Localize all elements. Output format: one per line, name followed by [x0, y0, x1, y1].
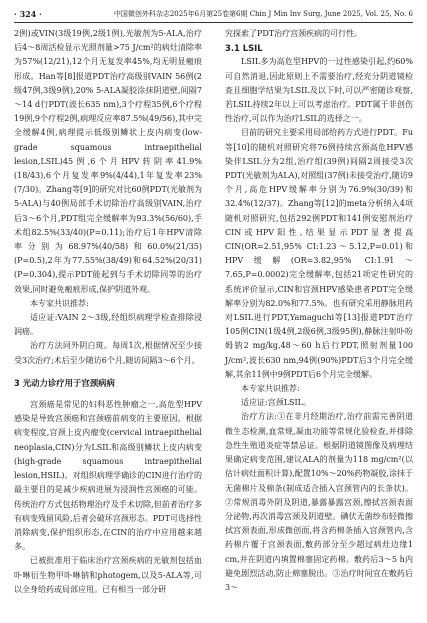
paragraph: 究探索了PDT治疗宫颈疾病的可行性。 [225, 29, 363, 38]
left-column [14, 27, 202, 597]
paragraph: 目前的研究主要采用局部给药方式进行PDT。Fu等[10]的随机对照研究将76例持续宫颈高危HPV感染伴LSIL分为2组,治疗组(39例)间隔2周接受3次PDT(光敏剂为ALA),对照组(37例)未接受治疗,随访9个月,高危HPV缓解率分别为76.9%(30/39)和32.4%(12/37)。Zhang等[12]的meta分析纳入4项随机对照研究,包括292例PDT和141例安慰剂治疗CIN或HPV阳性,结果显示PDT显著提高CIN(OR=2.51,95% CI:1.23～5.12,P=0.01)和HPV缓解(OR=3.82,95% CI:1.91～7.65,P=0.0002)完全缓解率,包括21项定性研究的系统评价显示,CIN和宫颈HPV感染患者PDT完全缓解率分别为82.0%和77.5%。也有研究采用静脉用药对LSIL进行PDT,Yamaguchi等[13]报道PDT治疗105例CIN(1级4例,2级6例,3级95例),静脉注射卟吩姆钠2 mg/kg,48～60 h后行PDT,照射剂量100 J/cm²,波长630 nm,94例(90%)PDT后3个月完全缓解,其余11例中9例PDT后6个月完全缓解。 [225, 128, 413, 379]
paragraph: 适应证:宫颈LSIL。 [241, 398, 311, 408]
page-number: · 324 · [14, 9, 42, 19]
paragraph: 治疗方法同外阴白斑。每周1次,根据情况至少接受3次治疗;术后至少随访6个月,随访间隔3～6个月。 [14, 341, 202, 365]
section-heading: 3 光动力诊疗用于宫颈病病 [14, 377, 115, 388]
running-header [14, 8, 413, 20]
journal-citation: 中国微创外科杂志2025年6月第25卷第6期 Chin J Min Inv Surg, June 2025, Vol. 25, No. 6 [113, 10, 413, 18]
paragraph: 治疗方法:①在非月经期治疗,治疗前需完善阴道微生态检测,血常规,凝血功能等常规化验检查,并排除急性生殖道炎症等禁忌证。根据阴道镜图像及病理结果确定病变范围,建议ALA的剂量为118 mg/cm²(以估计病灶面积计算),配置10%～20%药物凝胶,涂抹于无菌棉片及棉条(制成适合插入宫颈管内的长条状)。②常规消毒外阴及阴道,暴露暴露宫颈,擦拭宫颈表面分泌物,再次消毒宫颈及阴道壁。碘伏无菌纱布轻微擦拭宫颈表面,形成微创面,将含药棉条插入宫颈管内,含药棉片覆于宫颈表面,敷药部分至少超过病灶边缘1 cm,并在阴道内填置棉塞固定药棉。敷药后3～5 h内避免剧烈活动,防止棉塞脱出。③治疗时间宜在敷药后3～ [225, 412, 413, 592]
right-column [225, 27, 413, 595]
paragraph: 适应证:VAIN 2～3级,经组织病理学检查排除浸润癌。 [14, 313, 202, 337]
recommendation-heading: 本专家共识推荐: [241, 384, 300, 394]
header-rule [14, 22, 413, 23]
paragraph: 2例)或VIN(3级19例,2级1例),光敏剂为5-ALA,治疗后4～8周活检显示光照剂量>75 J/cm²的病灶清除率为57%(12/21),12个月无复发率45%,均无明显瘢痕形成。Han等[8]报道PDT治疗高级别VAIN 56例(2级47例,3级9例),20% 5-ALA凝胶涂抹阴道壁,间隔7～14 d行PDT(波长635 nm),3个疗程35例,6个疗程19例,9个疗程2例,病理反应率87.5%(49/56),其中完全缓解4例,病理提示低级别鳞状上皮内病变(low-grade squamous intraepithelial lesion,LSIL)45例,6个月HPV转阴率41.9%(18/43),6个月复发率9%(4/44),1年复发率23%(7/30)。Zhang等[9]的研究对比60例PDT(光敏剂为5-ALA)与40例局部手术切除治疗高级别VAIN,治疗后3～6个月,PDT组完全缓解率为93.3%(56/60),手术组82.5%(33/40)(P=0.11);治疗后1年HPV清除率分别为68.97%(40/58)和60.0%(21/35)(P=0.5),2年为77.55%(38/49)和64.52%(20/31)(P=0.304),提示PDT能起到与手术切除同等的治疗效果,同时避免瘢痕形成,保护阴道外观。 [14, 29, 202, 294]
subsection-heading: 3.1 LSIL [225, 43, 263, 54]
recommendation-heading: 本专家共识推荐: [30, 298, 89, 308]
paragraph: LSIL多为高危型HPV的一过性感染引起,约60%可自然消退,因此原则上不需要治疗,经充分阴道镜检查且细胞学结果为LSIL及以下时,可以严密随诊观察,若LSIL持续2年以上可以考虑治疗。PDT属于非创伤性治疗,可以作为治疗LSIL的选择之一。 [225, 57, 413, 124]
paragraph: 已被批准用于临床治疗宫颈疾病的光敏剂包括血卟啉衍生物甲卟啉钠和photogem,以及5-ALA等,可以全身给药或局部应用。已有相当一部分研 [14, 556, 202, 594]
paragraph: 宫颈癌是常见的妇科恶性肿瘤之一,高危型HPV感染是导致宫颈癌和宫颈癌前病变的主要原因。根据病变程度,宫颈上皮内瘤变(cervical intraepithelial neoplasia,CIN)分为LSIL和高级别鳞状上皮内病变(high-grade squamous intraepithelial lesion,HSIL)。对组织病理学确诊的CIN进行治疗的最主要目的是减少疾病进展为浸润性宫颈癌的可能。传统治疗方式包括物理治疗及手术切除,但前者治疗多有病变残留风险,后者会破坏宫颈形态。PDT可选择性消除病变,保护组织形态,在CIN的治疗中应用越来越多。 [14, 400, 202, 552]
